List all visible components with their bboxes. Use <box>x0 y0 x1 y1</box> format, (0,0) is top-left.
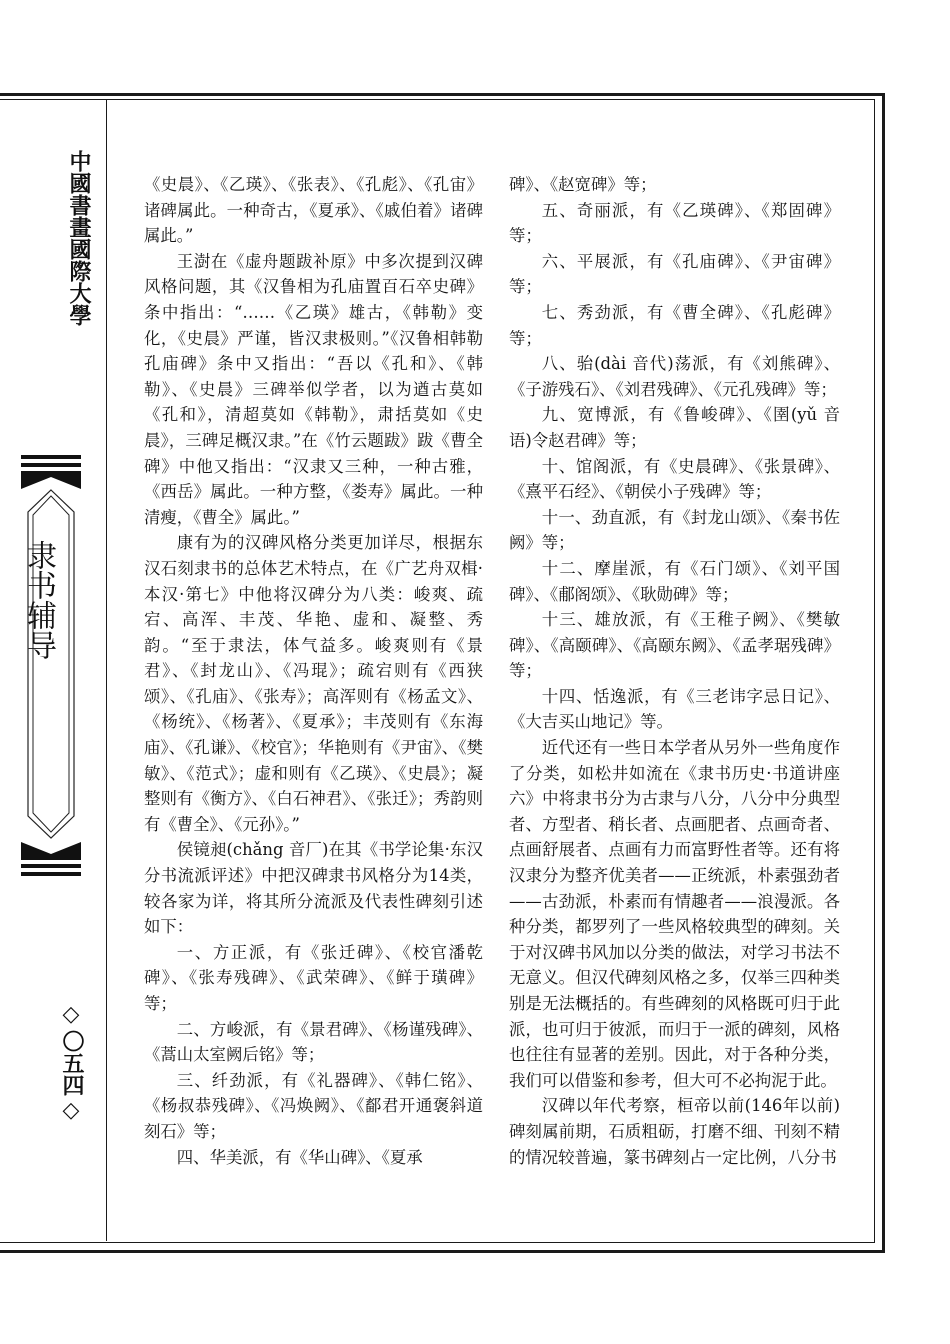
paragraph: 侯镜昶(chǎng 音厂)在其《书学论集·东汉分书流派评述》中把汉碑隶书风格分为14类，较各家为详，将其所分流派及代表性碑刻引述如下： <box>144 840 483 937</box>
diamond-icon: ◇ <box>62 1002 80 1027</box>
paragraph: 十一、劲直派，有《封龙山颂》、《秦书佐阙》等； <box>509 507 840 553</box>
sidebar-divider <box>106 99 107 1241</box>
diamond-icon: ◇ <box>62 1098 80 1123</box>
paragraph: 《史晨》、《乙瑛》、《张表》、《孔彪》、《孔宙》诸碑属此。一种奇古，《夏承》、《戚伯着》诸碑属此。” <box>144 175 483 246</box>
ornament-top-icon <box>21 455 81 491</box>
paragraph: 王澍在《虚舟题跋补原》中多次提到汉碑风格问题，其《汉鲁相为孔庙置百石卒史碑》条中指出：“……《乙瑛》雄古，《韩勒》变化，《史晨》严谨，皆汉隶极则。”《汉鲁相韩勒孔庙碑》条中又指出：“吾以《孔和》、《韩勒》、《史晨》三碑举似学者，以为遒古莫如《孔和》，清超莫如《韩勒》，肃括莫如《史晨》，三碑足概汉隶。”在《竹云题跋》跋《曹全碑》中他又指出：“汉隶又三种，一种古雅，《西岳》属此。一种方整，《娄寿》属此。一种清瘦，《曹全》属此。” <box>144 251 483 527</box>
paragraph: 九、宽博派，有《鲁峻碑》、《圉(yǔ 音语)令赵君碑》等； <box>509 405 840 450</box>
school-name: 中國書畫國際大學 <box>66 150 91 326</box>
paragraph: 碑》、《赵宽碑》等； <box>509 175 657 194</box>
text-column-left <box>144 172 483 1170</box>
paragraph: 七、秀劲派，有《曹全碑》、《孔彪碑》等； <box>509 302 840 348</box>
paragraph: 十二、摩崖派，有《石门颂》、《刘平国碑》、《郙阁颂》、《耿勋碑》等； <box>509 558 840 604</box>
paragraph: 十四、恬逸派，有《三老讳字忌日记》、《大吉买山地记》等。 <box>509 686 840 732</box>
paragraph: 十三、雄放派，有《王稚子阙》、《樊敏碑》、《高颐碑》、《高颐东阙》、《孟孝琚残碑》等； <box>509 610 840 681</box>
paragraph: 康有为的汉碑风格分类更加详尽，根据东汉石刻隶书的总体艺术特点，在《广艺舟双楫·本汉·第七》中他将汉碑分为八类：峻爽、疏宕、高浑、丰茂、华艳、虚和、凝整、秀韵。“至于隶法，体气益多。峻爽则有《景君》、《封龙山》、《冯琨》；疏宕则有《西狭颂》、《孔庙》、《张寿》；高浑则有《杨孟文》、《杨统》、《杨著》、《夏承》；丰茂则有《东海庙》、《孔谦》、《校官》；华艳则有《尹宙》、《樊敏》、《范式》；虚和则有《乙瑛》、《史晨》；凝整则有《衡方》、《白石神君》、《张迁》；秀韵则有《曹全》、《元孙》。” <box>144 533 483 834</box>
paragraph: 六、平展派，有《孔庙碑》、《尹宙碑》等； <box>509 251 840 297</box>
section-title: 隶书辅导 <box>21 540 56 660</box>
paragraph: 五、奇丽派，有《乙瑛碑》、《郑固碑》等； <box>509 200 840 246</box>
paragraph: 八、骀(dài 音代)荡派，有《刘熊碑》、《子游残石》、《刘君残碑》、《元孔残碑》等； <box>509 354 840 399</box>
text-column-right <box>509 172 840 1170</box>
ornament-bottom-icon <box>21 840 81 876</box>
paragraph: 一、方正派，有《张迁碑》、《校官潘乾碑》、《张寿残碑》、《武荣碑》、《鲜于璜碑》等； <box>144 942 483 1013</box>
paragraph: 三、纤劲派，有《礼器碑》、《韩仁铭》、《杨叔恭残碑》、《冯焕阙》、《鄐君开通褒斜道刻石》等； <box>144 1070 483 1141</box>
paragraph: 十、馆阁派，有《史晨碑》、《张景碑》、《熹平石经》、《朝侯小子残碑》等； <box>509 456 840 502</box>
paragraph: 近代还有一些日本学者从另外一些角度作了分类，如松井如流在《隶书历史·书道讲座六》中将隶书分为古隶与八分，八分中分典型者、方型者、稍长者、点画肥者、点画奇者、点画舒展者、点画有力而富野性者等。还有将汉隶分为整齐优美者——正统派，朴素强劲者——古劲派，朴素而有情趣者——浪漫派。各种分类，都罗列了一些风格较典型的碑刻。关于对汉碑书风加以分类的做法，对学习书法不无意义。但汉代碑刻风格之多，仅举三四种类别是无法概括的。有些碑刻的风格既可归于此派，也可归于彼派，而归于一派的碑刻，风格也往往有显著的差别。因此，对于各种分类，我们可以借鉴和参考，但大可不必拘泥于此。 <box>509 738 840 1090</box>
paragraph: 汉碑以年代考察，桓帝以前(146年以前)碑刻属前期，石质粗砺，打磨不细、刊刻不精的情况较普遍，篆书碑刻占一定比例，八分书 <box>509 1096 840 1167</box>
page-number <box>56 1000 86 1126</box>
paragraph: 二、方峻派，有《景君碑》、《杨谨残碑》、《蒿山太室阙后铭》等； <box>144 1019 483 1065</box>
page-number-text: 〇五四 <box>59 1030 84 1096</box>
paragraph: 四、华美派，有《华山碑》、《夏承 <box>176 1147 423 1167</box>
